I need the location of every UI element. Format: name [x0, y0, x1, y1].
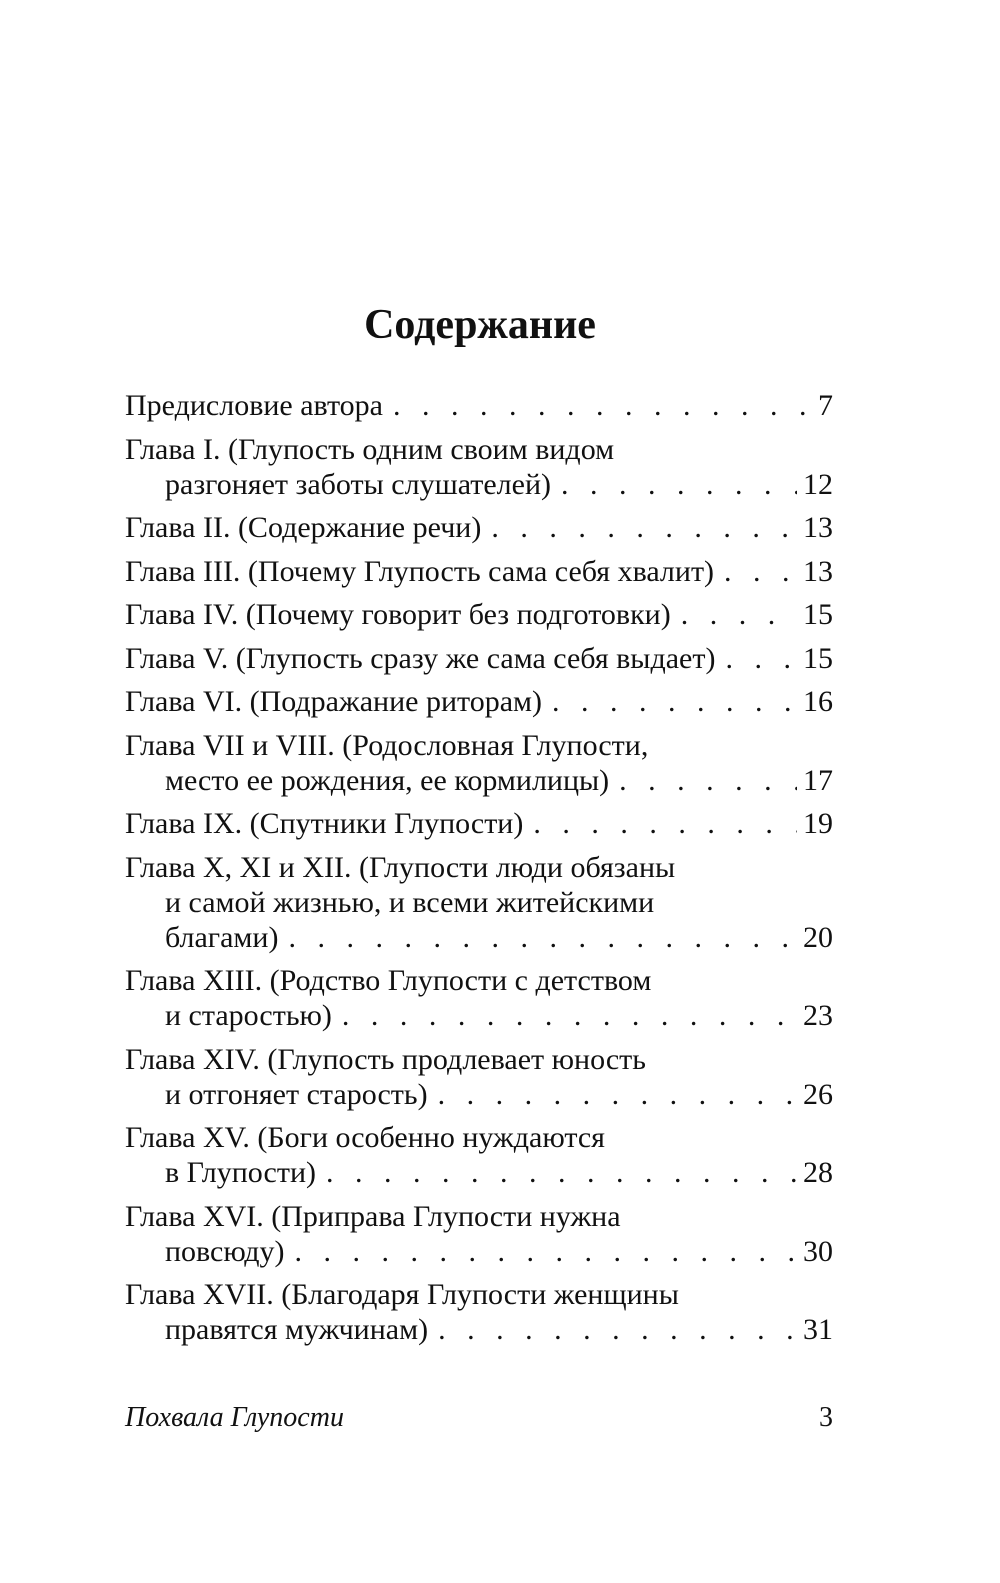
page-number: 3	[819, 1402, 833, 1433]
toc-entry-row	[125, 510, 833, 545]
toc-page-number: 19	[803, 807, 833, 840]
toc-entry-text: Глава III. (Почему Глупость сама себя хвалит)	[125, 554, 715, 588]
toc-entry-text: и отгоняет старость)	[165, 1077, 428, 1111]
toc-entry-text: Глава XVII. (Благодаря Глупости женщины	[125, 1278, 679, 1311]
toc-entry	[125, 1277, 833, 1347]
dot-leader	[288, 920, 797, 955]
toc-page-number: 12	[803, 467, 833, 501]
dot-leader	[561, 467, 797, 502]
toc-entry-text: Глава I. (Глупость одним своим видом	[125, 432, 615, 466]
toc-entry-row	[125, 1077, 833, 1112]
toc-page-number: 15	[803, 641, 833, 675]
toc-entry-row	[125, 763, 833, 798]
toc-entry-text: Глава XVI. (Приправа Глупости нужна	[125, 1199, 621, 1233]
toc-entry	[125, 510, 833, 545]
dot-leader	[491, 510, 797, 545]
dot-leader	[681, 597, 797, 632]
toc-entry	[125, 1199, 833, 1269]
dot-leader	[438, 1312, 797, 1347]
toc-entry	[125, 641, 833, 676]
toc-entry-row	[125, 1234, 833, 1269]
dot-leader	[552, 684, 797, 719]
toc-page-number: 7	[818, 389, 833, 422]
toc-entry	[125, 1120, 833, 1190]
page-footer	[125, 1398, 833, 1438]
toc-entry-text: Глава VII и VIII. (Родословная Глупости,	[125, 728, 649, 762]
toc-entry-text: Глава VI. (Подражание риторам)	[125, 685, 543, 718]
dot-leader	[326, 1155, 797, 1190]
toc-entry-text: Глава IX. (Спутники Глупости)	[125, 807, 524, 840]
toc-entry-text: место ее рождения, ее кормилицы)	[165, 763, 610, 797]
table-of-contents	[125, 388, 833, 1356]
toc-entry-row	[125, 641, 833, 676]
dot-leader	[438, 1077, 797, 1112]
toc-entry	[125, 806, 833, 841]
toc-entry-row	[125, 998, 833, 1033]
toc-entry-text: и самой жизнью, и всеми житейскими	[165, 885, 655, 919]
toc-entry	[125, 728, 833, 798]
toc-entry-row	[125, 920, 833, 955]
toc-entry	[125, 432, 833, 502]
toc-entry	[125, 388, 833, 423]
toc-entry	[125, 850, 833, 955]
toc-entry	[125, 684, 833, 719]
toc-entry-text: Глава XIII. (Родство Глупости с детством	[125, 964, 652, 997]
dot-leader	[724, 554, 797, 589]
toc-entry-text: повсюду)	[165, 1234, 285, 1268]
toc-page-number: 17	[803, 763, 833, 797]
toc-entry-text: Предисловие автора	[125, 389, 383, 422]
page-title: Содержание	[364, 302, 596, 348]
toc-entry-text: Глава V. (Глупость сразу же сама себя выдает)	[125, 641, 716, 675]
dot-leader	[295, 1234, 797, 1269]
running-footer-title: Похвала Глупости	[125, 1402, 344, 1433]
toc-entry-text: Глава XV. (Боги особенно нуждаются	[125, 1121, 605, 1154]
toc-entry-text: Глава IV. (Почему говорит без подготовки)	[125, 598, 671, 631]
toc-entry-text: Глава X, XI и XII. (Глупости люди обязаны	[125, 850, 676, 884]
toc-entry-text: благами)	[165, 920, 279, 954]
dot-leader	[393, 388, 812, 423]
toc-page-number: 31	[803, 1313, 833, 1346]
toc-entry-row	[125, 1312, 833, 1347]
dot-leader	[533, 806, 797, 841]
toc-page-number: 15	[803, 598, 833, 631]
toc-page-number: 16	[803, 685, 833, 718]
toc-page-number: 28	[803, 1156, 833, 1189]
toc-entry-text: Глава II. (Содержание речи)	[125, 511, 482, 544]
toc-page-number: 20	[803, 920, 833, 954]
toc-entry-row	[125, 1155, 833, 1190]
dot-leader	[619, 763, 797, 798]
toc-entry-text: разгоняет заботы слушателей)	[165, 467, 551, 501]
toc-entry	[125, 963, 833, 1033]
toc-page-number: 26	[803, 1077, 833, 1111]
toc-page-number: 23	[803, 999, 833, 1032]
toc-entry-row	[125, 597, 833, 632]
toc-entry-row	[125, 554, 833, 589]
dot-leader	[342, 998, 797, 1033]
toc-page-number: 13	[803, 511, 833, 544]
toc-page-number: 30	[803, 1234, 833, 1268]
toc-entry-row	[125, 806, 833, 841]
toc-entry-text: и старостью)	[165, 999, 332, 1032]
toc-entry-text: Глава XIV. (Глупость продлевает юность	[125, 1042, 646, 1076]
toc-entry-text: в Глупости)	[165, 1156, 316, 1189]
toc-page-number: 13	[803, 554, 833, 588]
toc-entry	[125, 597, 833, 632]
toc-entry	[125, 554, 833, 589]
toc-entry-row	[125, 388, 833, 423]
toc-entry-row	[125, 684, 833, 719]
toc-entry-text: правятся мужчинам)	[165, 1313, 429, 1346]
toc-entry	[125, 1042, 833, 1112]
toc-entry-row	[125, 467, 833, 502]
dot-leader	[725, 641, 797, 676]
